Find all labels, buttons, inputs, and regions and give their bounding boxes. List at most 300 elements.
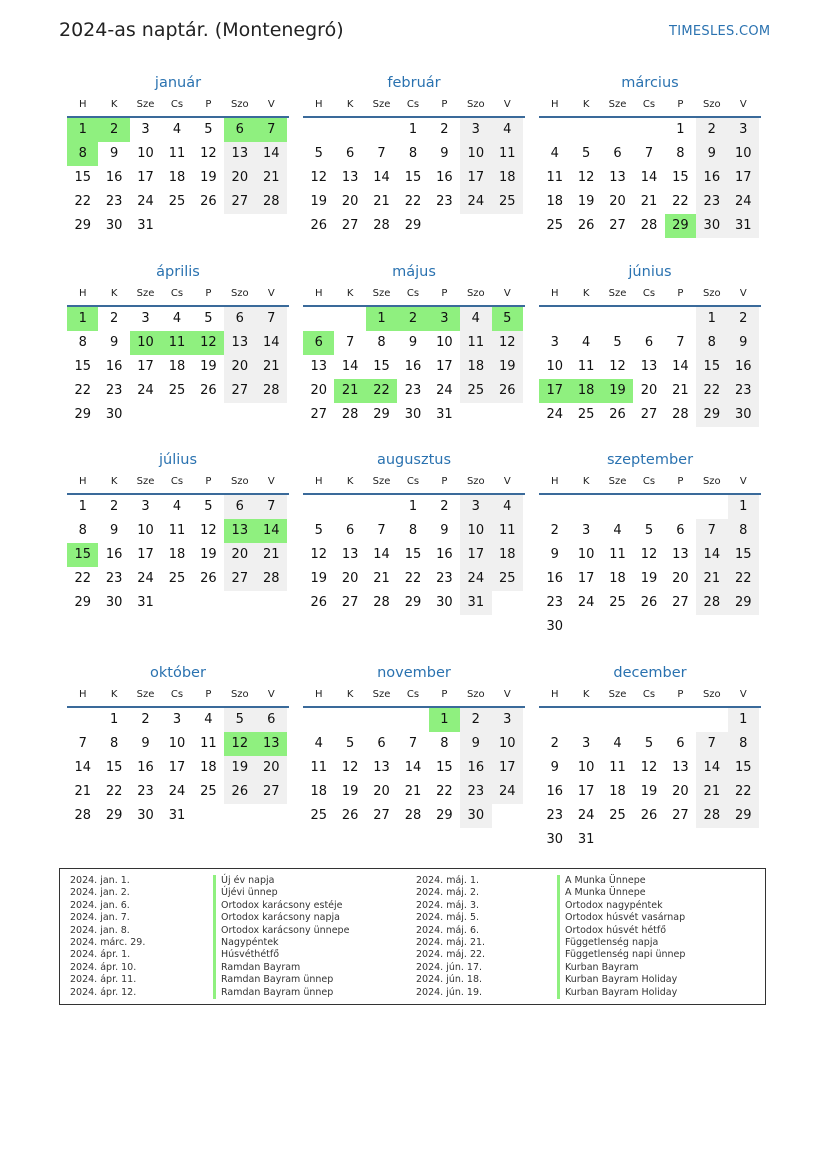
day-cell: 15 [728,543,759,567]
day-cell: 4 [613,736,622,751]
empty-cell [570,495,601,519]
day-cell: 31 [137,218,154,233]
weekday-label: P [205,476,212,487]
day-cell: 24 [168,784,186,799]
day-cell: 6 [613,146,622,161]
day-cell: 16 [105,359,123,374]
day-cell: 26 [310,218,327,233]
day-cell: 3 [492,708,523,732]
empty-cell [492,804,523,828]
legend-holiday-name: Ortodox nagypéntek [557,900,685,912]
day-cell: 15 [373,359,390,374]
weekday-label: K [110,476,118,487]
weekday-header [67,471,289,495]
day-grid [67,708,289,828]
empty-cell [193,214,224,238]
legend-date: 2024. ápr. 1. [70,949,131,961]
day-cell: 4 [492,118,523,142]
month-name: március [621,75,679,91]
weekday-label: K [582,476,590,487]
day-cell: 21 [373,571,390,586]
day-cell: 6 [224,307,255,331]
day-cell: 16 [105,547,123,562]
empty-cell [193,804,224,828]
day-cell: 16 [728,355,759,379]
month-name: január [154,75,202,91]
day-cell: 28 [74,808,91,823]
month-name: április [156,264,200,280]
day-cell: 20 [341,571,359,586]
day-cell: 19 [310,194,327,209]
weekday-label: P [677,288,684,299]
empty-cell [460,403,491,427]
day-cell: 30 [546,832,563,847]
day-cell: 20 [224,543,255,567]
day-cell: 6 [676,523,685,538]
weekday-label: H [78,99,87,110]
day-cell: 27 [609,218,626,233]
day-cell: 9 [550,760,559,775]
day-cell: 19 [341,784,359,799]
weekday-label: K [346,476,354,487]
day-cell: 13 [310,359,327,374]
legend-date: 2024. jan. 6. [70,899,130,911]
day-cell: 25 [200,784,217,799]
day-cell: 4 [581,335,591,350]
day-cell: 10 [728,142,759,166]
empty-cell [397,708,428,732]
weekday-label: Sze [372,476,391,487]
day-cell: 31 [436,407,453,422]
day-cell: 11 [168,523,186,538]
day-cell: 12 [200,146,217,161]
day-cell: 30 [105,407,123,422]
weekday-label: Szo [466,99,485,110]
day-cell: 16 [436,170,453,185]
day-cell: 9 [440,146,449,161]
day-cell: 30 [436,595,453,610]
weekday-label: P [677,99,684,110]
day-cell: 1 [408,122,418,137]
weekday-label: P [677,689,684,700]
day-cell: 16 [460,756,491,780]
day-cell: 19 [224,756,255,780]
day-cell: 24 [460,567,491,591]
holiday-day-cell: 17 [539,379,570,403]
empty-cell [633,828,664,852]
day-cell: 7 [345,335,355,350]
day-cell: 30 [105,218,123,233]
day-cell: 11 [609,760,626,775]
day-cell: 11 [460,331,491,355]
day-cell: 14 [256,142,287,166]
day-cell: 30 [404,407,422,422]
day-cell: 18 [310,784,327,799]
holiday-day-cell: 7 [256,118,287,142]
day-cell: 10 [137,523,154,538]
day-cell: 14 [696,543,727,567]
day-cell: 8 [676,146,685,161]
day-grid [539,708,761,852]
day-cell: 17 [436,359,453,374]
day-cell: 4 [172,499,182,514]
day-cell: 14 [640,170,658,185]
empty-cell [366,118,397,142]
legend-holiday-name: Kurban Bayram [557,962,685,974]
weekday-label: K [110,689,118,700]
weekday-label: H [314,288,323,299]
day-cell: 26 [609,407,626,422]
legend-holiday-name: Kurban Bayram Holiday [557,974,685,986]
legend-holiday-name: Kurban Bayram Holiday [557,987,685,999]
day-cell: 28 [256,190,287,214]
legend-date: 2024. jún. 19. [416,986,483,998]
weekday-label: Sze [608,689,627,700]
day-cell: 6 [345,146,355,161]
legend-holiday-name: Ortodox húsvét vasárnap [557,912,685,924]
empty-cell [728,828,759,852]
weekday-label: H [314,689,323,700]
weekday-label: V [739,476,747,487]
day-cell: 13 [224,142,255,166]
day-cell: 3 [460,118,491,142]
day-cell: 21 [256,166,287,190]
legend-holiday-name: Függetlenség napja [557,937,685,949]
day-cell: 13 [373,760,390,775]
day-cell: 20 [224,166,255,190]
day-cell: 6 [345,523,355,538]
day-cell: 22 [105,784,123,799]
month-block [67,261,289,427]
day-cell: 23 [404,383,422,398]
day-cell: 31 [460,591,491,615]
empty-cell [256,214,287,238]
legend-date: 2024. máj. 3. [416,899,480,911]
day-cell: 1 [696,307,727,331]
legend-date: 2024. máj. 22. [416,949,486,961]
day-cell: 19 [640,571,658,586]
day-cell: 9 [109,523,119,538]
day-cell: 2 [109,311,119,326]
day-cell: 16 [436,547,453,562]
month-block [67,72,289,238]
empty-cell [602,615,633,639]
legend-holiday-name: A Munka Ünnepe [557,875,685,887]
weekday-label: Cs [642,288,656,299]
empty-cell [366,708,397,732]
weekday-label: Sze [372,288,391,299]
day-cell: 19 [492,355,523,379]
holiday-day-cell: 1 [67,307,98,331]
day-cell: 1 [728,495,759,519]
empty-cell [256,403,287,427]
month-block [67,449,289,615]
empty-cell [696,615,727,639]
day-cell: 18 [546,194,563,209]
day-cell: 27 [672,808,689,823]
weekday-label: K [346,689,354,700]
weekday-label: K [110,99,118,110]
day-cell: 19 [200,547,217,562]
weekday-header [539,283,761,307]
empty-cell [633,118,664,142]
day-cell: 3 [460,495,491,519]
day-cell: 26 [310,595,327,610]
weekday-label: Szo [230,288,249,299]
weekday-label: Cs [406,99,420,110]
empty-cell [570,708,601,732]
day-cell: 20 [672,784,689,799]
empty-cell [633,495,664,519]
weekday-label: H [550,288,559,299]
holiday-day-cell: 10 [130,331,161,355]
weekday-label: K [346,288,354,299]
day-cell: 2 [460,708,491,732]
day-cell: 2 [109,499,119,514]
day-cell: 30 [546,619,563,634]
empty-cell [303,708,334,732]
month-name: június [628,264,672,280]
weekday-label: V [267,689,275,700]
day-cell: 20 [310,383,327,398]
day-cell: 22 [728,567,759,591]
legend-date: 2024. máj. 21. [416,936,486,948]
day-cell: 28 [256,379,287,403]
site-logo-text[interactable]: TIMESLES.COM [669,24,771,39]
day-cell: 28 [696,591,727,615]
empty-cell [303,495,334,519]
day-cell: 27 [373,808,390,823]
day-cell: 5 [224,708,255,732]
day-cell: 23 [546,808,563,823]
holiday-day-cell: 2 [397,307,428,331]
day-cell: 9 [460,732,491,756]
weekday-label: P [677,476,684,487]
day-cell: 15 [728,756,759,780]
legend-holiday-name: Ortodox karácsony ünnepe [213,925,349,937]
weekday-label: Cs [406,288,420,299]
day-cell: 28 [256,567,287,591]
empty-cell [492,591,523,615]
day-cell: 23 [137,784,154,799]
day-cell: 21 [404,784,422,799]
day-cell: 26 [492,379,523,403]
legend-date: 2024. ápr. 10. [70,961,137,973]
empty-cell [303,118,334,142]
day-cell: 9 [109,146,119,161]
day-cell: 7 [644,146,654,161]
legend-date: 2024. jún. 17. [416,961,483,973]
weekday-label: H [78,288,87,299]
day-cell: 12 [609,359,626,374]
weekday-label: Sze [136,99,155,110]
day-cell: 11 [492,142,523,166]
day-cell: 13 [672,760,689,775]
day-cell: 23 [436,571,453,586]
weekday-label: Sze [136,288,155,299]
day-cell: 15 [404,547,422,562]
month-block [539,449,761,639]
day-cell: 20 [373,784,390,799]
day-cell: 6 [676,736,685,751]
day-cell: 14 [256,331,287,355]
day-cell: 5 [613,335,622,350]
day-cell: 25 [168,194,186,209]
day-cell: 20 [224,355,255,379]
day-grid [303,118,525,238]
day-cell: 8 [408,523,418,538]
day-cell: 3 [581,736,591,751]
holiday-day-cell: 21 [334,379,365,403]
weekday-label: Sze [136,476,155,487]
day-cell: 4 [460,307,491,331]
day-grid [539,495,761,639]
day-cell: 29 [696,403,727,427]
legend-date-column [416,875,485,999]
empty-cell [334,495,365,519]
day-cell: 11 [492,519,523,543]
weekday-label: H [78,689,87,700]
holiday-day-cell: 11 [161,331,192,355]
day-cell: 3 [550,335,559,350]
day-cell: 22 [696,379,727,403]
weekday-label: Szo [466,476,485,487]
day-cell: 29 [728,591,759,615]
day-grid [67,495,289,615]
weekday-label: Cs [170,689,184,700]
weekday-label: Sze [372,689,391,700]
day-cell: 15 [74,170,91,185]
empty-cell [224,403,255,427]
weekday-label: H [314,476,323,487]
empty-cell [602,307,633,331]
day-cell: 7 [696,519,727,543]
legend-holiday-name: Ramdan Bayram [213,962,349,974]
empty-cell [492,403,523,427]
day-cell: 25 [168,571,186,586]
day-cell: 26 [200,194,217,209]
weekday-header [539,94,761,118]
day-cell: 12 [200,523,217,538]
day-cell: 27 [310,407,327,422]
weekday-label: Szo [230,476,249,487]
day-cell: 3 [728,118,759,142]
month-name: október [150,665,206,681]
day-cell: 14 [341,359,359,374]
month-block [303,261,525,427]
day-cell: 14 [672,359,689,374]
day-cell: 8 [440,736,449,751]
day-cell: 30 [105,595,123,610]
empty-cell [130,403,161,427]
month-name: november [377,665,451,681]
day-grid [539,307,761,427]
holiday-day-cell: 8 [67,142,98,166]
day-cell: 17 [137,547,154,562]
empty-cell [334,118,365,142]
weekday-label: Cs [170,99,184,110]
month-name: február [387,75,441,91]
holiday-day-cell: 1 [366,307,397,331]
month-block [539,261,761,427]
legend-date: 2024. máj. 1. [416,875,480,886]
empty-cell [665,495,696,519]
day-cell: 29 [728,804,759,828]
day-cell: 11 [546,170,563,185]
day-cell: 12 [640,547,658,562]
day-cell: 19 [577,194,595,209]
day-cell: 28 [373,218,390,233]
empty-cell [633,708,664,732]
day-cell: 22 [74,571,91,586]
day-cell: 28 [672,407,689,422]
empty-cell [161,403,192,427]
day-cell: 8 [377,335,386,350]
day-cell: 9 [440,523,449,538]
day-cell: 23 [105,383,123,398]
day-cell: 6 [644,335,654,350]
weekday-label: V [503,99,511,110]
day-cell: 3 [141,122,150,137]
day-cell: 21 [74,784,91,799]
day-cell: 7 [696,732,727,756]
legend-date: 2024. jan. 7. [70,912,130,924]
day-cell: 15 [105,760,123,775]
day-cell: 8 [408,146,418,161]
empty-cell [602,828,633,852]
day-cell: 31 [728,214,759,238]
day-cell: 3 [581,523,591,538]
day-cell: 23 [696,190,727,214]
day-cell: 2 [550,523,559,538]
day-grid [303,708,525,828]
empty-cell [539,307,570,331]
day-cell: 10 [436,335,453,350]
day-cell: 13 [672,547,689,562]
empty-cell [224,804,255,828]
holiday-day-cell: 5 [492,307,523,331]
day-cell: 30 [460,804,491,828]
weekday-label: Szo [230,99,249,110]
weekday-header [67,94,289,118]
month-block [539,72,761,238]
empty-cell [696,708,727,732]
day-cell: 5 [314,523,323,538]
day-cell: 31 [168,808,186,823]
day-cell: 18 [168,359,186,374]
day-cell: 23 [436,194,453,209]
weekday-label: P [441,288,448,299]
day-cell: 24 [577,595,595,610]
day-cell: 21 [256,543,287,567]
day-cell: 16 [404,359,422,374]
month-name: július [158,452,198,468]
holiday-day-cell: 6 [303,331,334,355]
day-cell: 24 [492,780,523,804]
day-cell: 21 [640,194,658,209]
month-block [539,662,761,852]
day-cell: 26 [577,218,595,233]
day-cell: 17 [137,359,154,374]
weekday-label: V [267,288,275,299]
weekday-label: P [205,689,212,700]
day-cell: 9 [550,547,559,562]
day-cell: 2 [696,118,727,142]
empty-cell [665,307,696,331]
day-cell: 23 [105,194,123,209]
day-cell: 13 [341,170,359,185]
day-cell: 6 [256,708,287,732]
